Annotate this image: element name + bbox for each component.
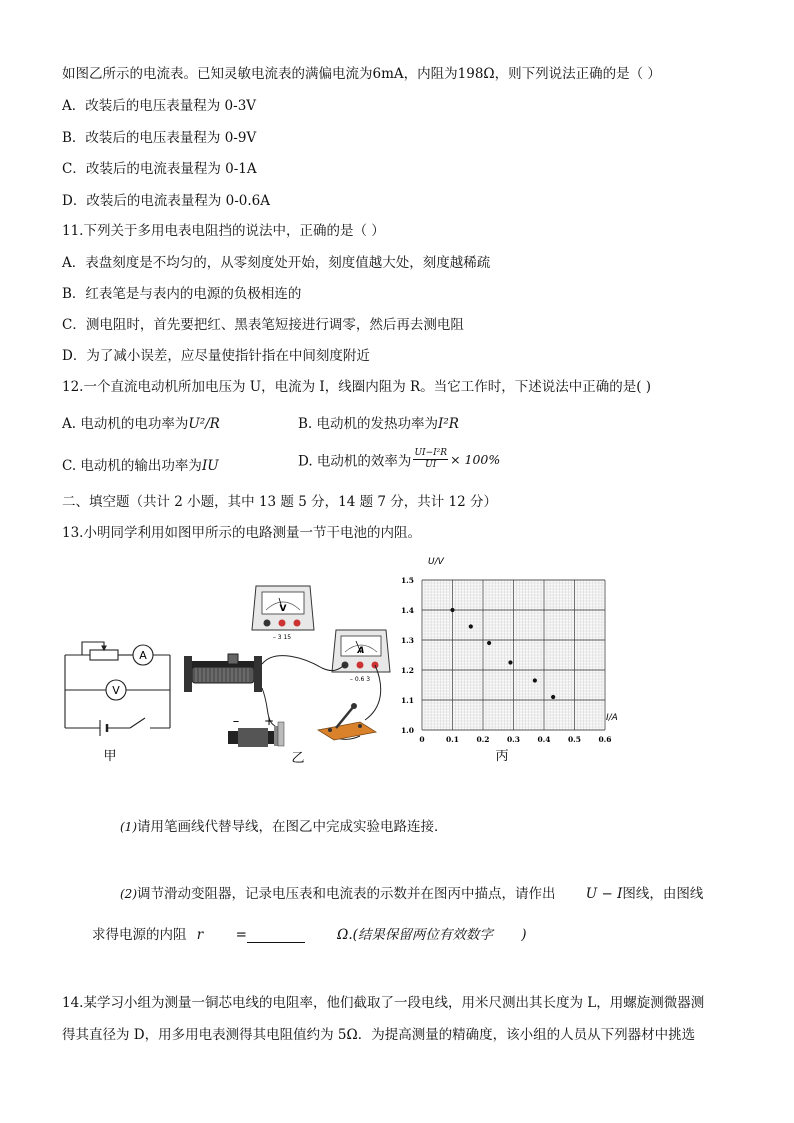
q12-option-b-label: B. 电动机的发热功率为 xyxy=(298,416,439,432)
q13-part-1-number: (1) xyxy=(120,820,137,834)
graph-data-point xyxy=(508,660,512,664)
battery-minus-sign: – xyxy=(232,714,240,729)
q12-option-d-label: D. 电动机的效率为 xyxy=(298,453,412,470)
q12-option-d-denominator: UI xyxy=(425,460,437,470)
q12-option-a-formula: U²/R xyxy=(188,416,220,432)
apparatus-yi xyxy=(184,586,390,747)
apparatus-ammeter-symbol: A xyxy=(357,646,365,656)
graph-y-tick-label: 1.5 xyxy=(400,576,414,585)
q13-part-1 xyxy=(120,815,448,835)
q13-part-2-text: 调节滑动变阻器，记录电压表和电流表的示数并在图丙中描点，请作出 xyxy=(137,886,556,902)
apparatus-ammeter-terminals: – 0.6 3 xyxy=(349,676,371,683)
q13-part-1-text: 请用笔画线代替导线，在图乙中完成实验电路连接． xyxy=(137,819,448,835)
graph-y-tick-label: 1.4 xyxy=(400,606,414,615)
apparatus-voltmeter-terminals: – 3 15 xyxy=(272,634,292,641)
graph-data-point xyxy=(533,678,537,682)
graph-x-tick-label: 0 xyxy=(419,735,425,744)
section-2-heading: 二、填空题（共计 2 小题，其中 13 题 5 分，14 题 7 分，共计 12 分） xyxy=(62,494,498,510)
graph-x-tick-label: 0.1 xyxy=(445,735,460,744)
apparatus-rheostat xyxy=(184,654,262,692)
q12-option-b-formula: I²R xyxy=(438,416,459,432)
figure-label-jia: 甲 xyxy=(103,749,117,764)
jia-ammeter-label: A xyxy=(139,649,147,662)
graph-y-tick-label: 1.0 xyxy=(400,726,414,735)
q13-unit-note: Ω.(结果保留两位有效数字 xyxy=(337,927,493,943)
graph-data-point xyxy=(450,608,454,612)
q11-stem: 11.下列关于多用电表电阻挡的说法中，正确的是（ ） xyxy=(62,223,385,239)
q12-option-d-tail: × 100% xyxy=(450,452,501,467)
q13-equals: = xyxy=(235,927,247,943)
graph-x-tick-label: 0.6 xyxy=(598,735,612,744)
q13-part-2-tail: 图线，由图线 xyxy=(622,886,704,902)
graph-x-tick-label: 0.4 xyxy=(537,735,551,744)
apparatus-voltmeter-symbol: V xyxy=(279,604,287,614)
graph-x-axis-label: I/A xyxy=(606,713,618,723)
graph-data-point xyxy=(487,641,491,645)
jia-voltmeter-label: V xyxy=(112,684,120,697)
q12-option-d xyxy=(298,448,500,471)
q14-line-1: 14.某学习小组为测量一铜芯电线的电阻率，他们截取了一段电线，用米尺测出其长度为 L，用螺旋测微器测 xyxy=(62,995,705,1011)
graph-x-tick-label: 0.3 xyxy=(506,735,521,744)
graph-y-tick-label: 1.2 xyxy=(400,666,414,675)
q12-option-d-fraction xyxy=(413,448,448,471)
q11-option-c: C．测电阻时，首先要把红、黑表笔短接进行调零，然后再去测电阻 xyxy=(62,317,464,333)
graph-x-tick-label: 0.5 xyxy=(567,735,582,744)
q12-option-c xyxy=(62,454,219,474)
q12-option-a xyxy=(62,412,220,432)
graph-data-point xyxy=(469,624,473,628)
q13-stem: 13.小明同学利用如图甲所示的电路测量一节干电池的内阻。 xyxy=(62,525,421,541)
q10-stem: 如图乙所示的电流表。已知灵敏电流表的满偏电流为6mA，内阻为198Ω，则下列说法正确的是（ ） xyxy=(62,66,661,82)
q13-part-2-cont xyxy=(92,923,527,943)
q12-option-c-formula: IU xyxy=(201,458,219,474)
apparatus-switch xyxy=(318,703,376,740)
figure-label-bing: 丙 xyxy=(495,749,509,764)
battery-plus-sign: + xyxy=(263,714,275,728)
q13-part-2-ui: U − I xyxy=(585,886,623,902)
graph-x-tick-label: 0.2 xyxy=(476,735,490,744)
q12-option-c-label: C. 电动机的输出功率为 xyxy=(62,458,202,474)
q10-option-c: C．改装后的电流表量程为 0-1A xyxy=(62,161,257,177)
q13-unit-note-close: ) xyxy=(521,927,527,943)
q11-option-a: A．表盘刻度是不均匀的，从零刻度处开始，刻度值越大处，刻度越稀疏 xyxy=(62,255,491,271)
q13-answer-blank[interactable] xyxy=(247,928,305,943)
ui-graph-bing xyxy=(401,576,612,744)
q11-option-d: D．为了减小误差，应尽量使指针指在中间刻度附近 xyxy=(62,348,370,364)
q12-option-d-numerator: UI−I²R xyxy=(414,448,448,458)
q13-part-2 xyxy=(120,882,703,902)
q12-option-b xyxy=(298,412,459,432)
figure-label-yi: 乙 xyxy=(291,751,305,766)
graph-y-tick-label: 1.1 xyxy=(400,696,414,705)
q10-option-b: B．改装后的电压表量程为 0-9V xyxy=(62,130,257,146)
q14-line-2: 得其直径为 D，用多用电表测得其电阻值约为 5Ω．为提高测量的精确度，该小组的人员从下列器材中挑选 xyxy=(62,1027,696,1043)
graph-data-point xyxy=(551,695,555,699)
q12-stem: 12.一个直流电动机所加电压为 U，电流为 I，线圈内阻为 R。当它工作时，下述说法中正确的是( ) xyxy=(62,379,652,395)
q13-figure xyxy=(60,548,620,768)
graph-y-tick-label: 1.3 xyxy=(400,636,414,645)
q13-r-symbol: r xyxy=(196,927,204,943)
q10-option-d: D．改装后的电流表量程为 0-0.6A xyxy=(62,193,270,209)
q13-part-2-number: (2) xyxy=(120,887,137,901)
q10-option-a: A．改装后的电压表量程为 0-3V xyxy=(62,98,257,114)
graph-y-axis-label: U/V xyxy=(428,557,444,567)
q13-part-2-cont-a: 求得电源的内阻 xyxy=(92,927,187,943)
q12-option-a-label: A. 电动机的电功率为 xyxy=(62,416,189,432)
q11-option-b: B．红表笔是与表内的电源的负极相连的 xyxy=(62,286,302,302)
